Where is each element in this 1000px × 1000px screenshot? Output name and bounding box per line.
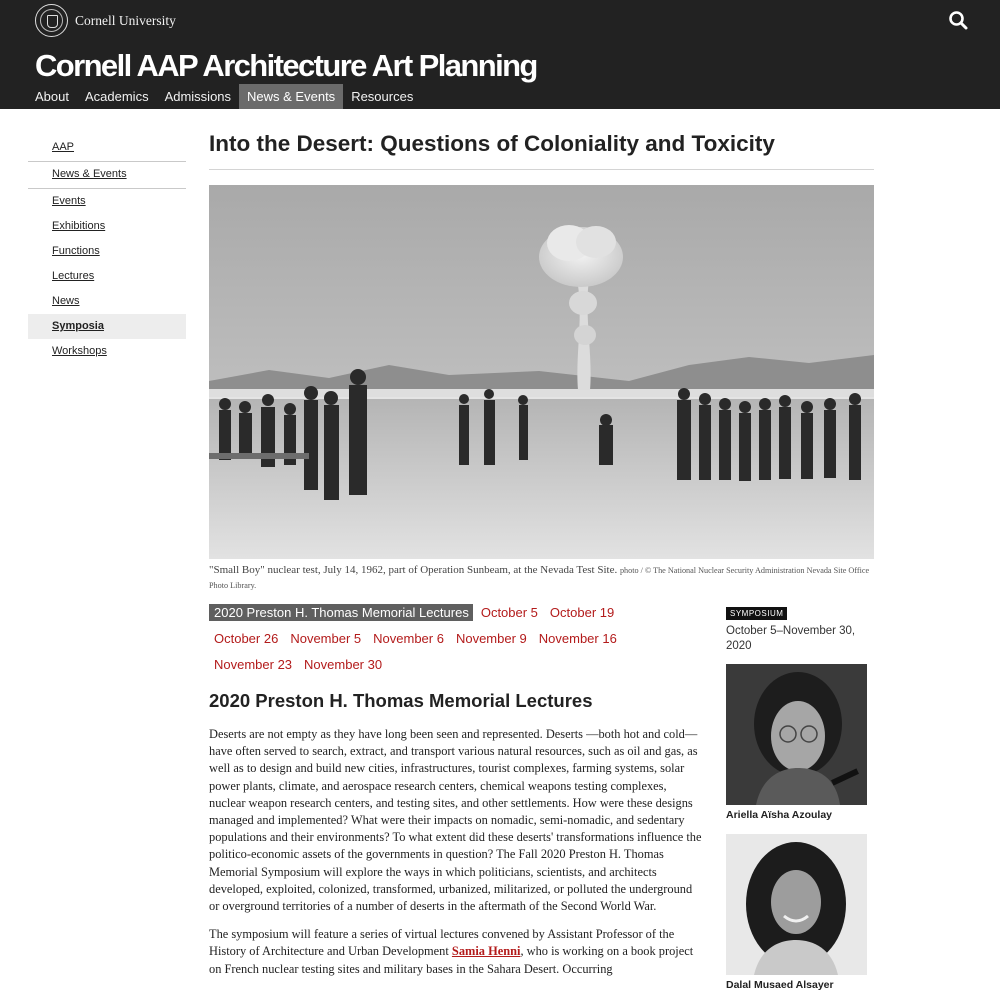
nav-resources[interactable]: Resources (351, 89, 414, 104)
speaker-portrait-alsayer[interactable] (726, 834, 867, 975)
speaker-name: Ariella Aïsha Azoulay (726, 809, 833, 821)
samia-henni-link[interactable]: Samia Henni (451, 944, 521, 959)
main-nav (27, 84, 421, 109)
sidebar-item-news-events[interactable]: News & Events (52, 168, 127, 180)
speaker-portrait-azoulay[interactable] (726, 664, 867, 805)
tab-october-5[interactable]: October 5 (480, 605, 538, 620)
hero-caption (209, 563, 874, 593)
nav-about[interactable]: About (35, 89, 69, 104)
article-body (209, 726, 703, 989)
tab-november-30[interactable]: November 30 (304, 657, 383, 672)
nav-news-events[interactable]: News & Events (239, 84, 343, 109)
tab-november-9[interactable]: November 9 (455, 631, 527, 646)
tab-memorial-lectures[interactable]: 2020 Preston H. Thomas Memorial Lectures (209, 604, 473, 621)
tab-november-6[interactable]: November 6 (373, 631, 444, 646)
tab-november-16[interactable]: November 16 (538, 631, 617, 646)
tab-november-5[interactable]: November 5 (290, 631, 362, 646)
sidebar-item-exhibitions[interactable]: Exhibitions (52, 220, 106, 232)
search-button[interactable] (948, 10, 970, 32)
hero-image-nuclear-test (209, 185, 874, 559)
body-paragraph (209, 926, 703, 978)
hero-photo-credit: photo / © The National Nuclear Security Administration Nevada Site Office Photo Library. (209, 566, 870, 590)
speaker-name: Dalal Musaed Alsayer (726, 979, 834, 991)
sidebar-item-lectures[interactable]: Lectures (52, 270, 95, 282)
sidebar-item-symposia[interactable]: Symposia (28, 314, 186, 339)
search-icon (948, 10, 970, 32)
tab-october-26[interactable]: October 26 (214, 631, 279, 646)
hero-caption-text: "Small Boy" nuclear test, July 14, 1962, part of Operation Sunbeam, at the Nevada Test Site. (209, 564, 618, 576)
nav-academics[interactable]: Academics (84, 89, 149, 104)
title-divider (209, 169, 874, 170)
tab-november-23[interactable]: November 23 (214, 657, 293, 672)
sidebar-item-workshops[interactable]: Workshops (52, 345, 107, 357)
page-title: Into the Desert: Questions of Coloniality and Toxicity (209, 131, 775, 156)
body-text-segment: , who is working on a book project on French nuclear testing sites and military bases in the Sahara Desert. Occurring (209, 944, 694, 976)
cornell-seal-icon (35, 4, 68, 37)
sidebar-nav (28, 135, 186, 364)
nav-admissions[interactable]: Admissions (164, 89, 232, 104)
symposium-badge: SYMPOSIUM (726, 607, 787, 620)
sidebar-item-functions[interactable]: Functions (52, 245, 100, 257)
tab-october-19[interactable]: October 19 (549, 605, 615, 620)
lecture-tabs (209, 604, 699, 682)
sidebar-item-aap[interactable]: AAP (52, 141, 75, 153)
site-header (0, 0, 1000, 109)
section-heading: 2020 Preston H. Thomas Memorial Lectures (209, 690, 593, 711)
cornell-university-logo[interactable] (35, 4, 176, 37)
body-paragraph: Deserts are not empty as they have long been seen and represented. Deserts —both hot and cold—have often served to search, extract, and transport various natural resources, such as oil and gas, as well as to design and build new cities, infrastructures, tourist complexes, farming systems, solar power plants, climate, and aerospace research centers, chemical weapons testing complexes, nuclear weapon research centers, and testing sites, and other settlements. How were these designs managed and implemented? What were their impacts on nomadic, semi-nomadic, and sedentary populations and their environments? To what extent did these deserts' transformations influence the politico-economic assets of the governments in question? The Fall 2020 Preston H. Thomas Memorial Symposium will explore the ways in which politicians, scientists, and architects developed, exploited, colonized, transformed, urbanized, militarized, or polluted the underground or overground territories of a number of deserts in the aftermath of the Second World War. (209, 727, 702, 914)
sidebar-item-news[interactable]: News (52, 295, 80, 307)
university-name: Cornell University (75, 12, 176, 28)
event-date-range: October 5–November 30, 2020 (726, 625, 856, 652)
site-title[interactable]: Cornell AAP Architecture Art Planning (35, 48, 537, 83)
sidebar-item-events[interactable]: Events (52, 195, 86, 207)
body-text-segment: The symposium will feature a series of virtual lectures convened by Assistant Professor of the History of Architecture and Urban Development (209, 927, 675, 959)
